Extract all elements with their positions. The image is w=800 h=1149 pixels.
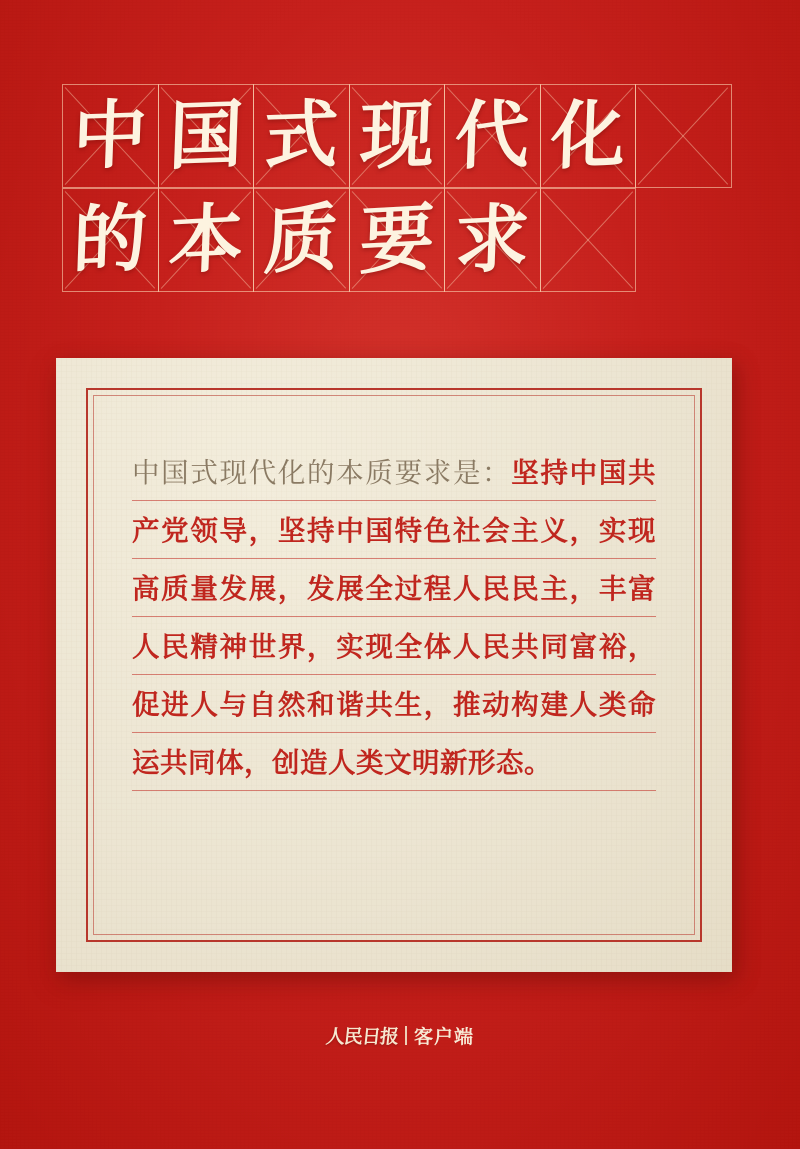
people-daily-logo-text: 人民日报 — [324, 1026, 399, 1048]
title-glyph: 化 — [549, 91, 627, 181]
logo-divider-icon — [405, 1026, 407, 1045]
title-grid-cell — [253, 188, 350, 292]
title-grid-cell — [349, 84, 446, 188]
quote-text — [132, 444, 656, 792]
title-grid-cell — [635, 84, 732, 188]
title-grid-cell — [158, 188, 255, 292]
title-grid-cell — [444, 84, 541, 188]
title-glyph: 国 — [167, 91, 245, 181]
title-grid-cell — [62, 84, 159, 188]
quote-lead: 中国式现代化的本质要求是： — [132, 457, 512, 488]
card-inner-border — [86, 388, 702, 942]
quote-body: 坚持中国共产党领导，坚持中国特色社会主义，实现高质量发展，发展全过程人民民主，丰富人民精神世界，实现全体人民共同富裕，促进人与自然和谐共生，推动构建人类命运共同体，创造人类文明新形态。 — [132, 457, 657, 778]
title-glyph: 质 — [262, 195, 340, 285]
title-grid-cell — [349, 188, 446, 292]
title-grid-cell — [158, 84, 255, 188]
title-grid-cell — [540, 84, 637, 188]
title-glyph: 现 — [358, 91, 436, 181]
title-grid-cell — [444, 188, 541, 292]
title-glyph: 要 — [358, 195, 436, 285]
quote-card — [56, 358, 732, 972]
title-glyph: 式 — [262, 91, 340, 181]
title-grid-row-2 — [62, 188, 636, 292]
app-name-label: 客户端 — [414, 1027, 475, 1048]
title-glyph: 中 — [71, 91, 149, 181]
title-grid-cell — [62, 188, 159, 292]
title-glyph: 求 — [453, 195, 531, 285]
title-grid-row-1 — [62, 84, 738, 188]
title-calligraphy-block — [62, 84, 738, 292]
title-grid-cell — [253, 84, 350, 188]
title-grid-cell — [540, 188, 637, 292]
title-glyph: 的 — [71, 195, 149, 285]
footer-logo — [0, 1022, 800, 1049]
title-glyph: 代 — [453, 91, 531, 181]
title-glyph: 本 — [167, 195, 245, 285]
